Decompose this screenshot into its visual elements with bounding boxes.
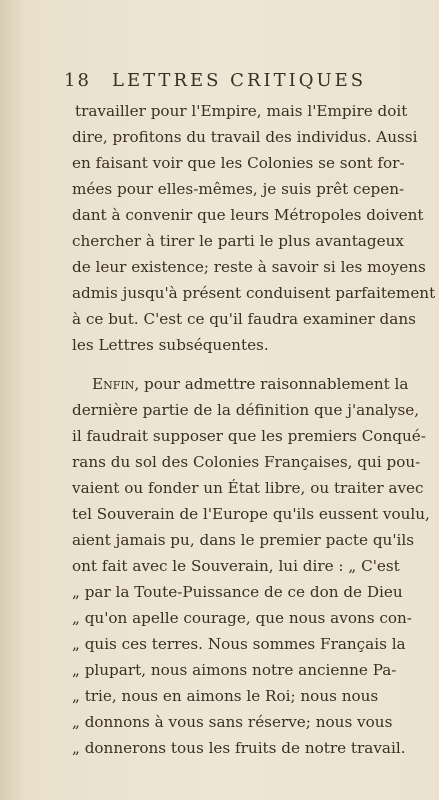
text-line <box>0 150 439 176</box>
line-text: en faisant voir que les Colonies se sont for- <box>72 154 405 172</box>
running-title: LETTRES CRITIQUES <box>112 70 367 91</box>
line-text: les Lettres subséquentes. <box>72 336 269 354</box>
text-line <box>0 202 439 228</box>
line-text: vaient ou fonder un État libre, ou traiter avec <box>72 479 424 497</box>
text-line <box>0 124 439 150</box>
text-line <box>0 735 439 761</box>
line-text: „ par la Toute-Puissance de ce don de Dieu <box>72 583 403 601</box>
line-text: „ qu'on apelle courage, que nous avons con- <box>72 609 412 627</box>
text-line <box>0 371 439 397</box>
text-line <box>0 683 439 709</box>
page-number: 18 <box>64 70 91 91</box>
line-text: ont fait avec le Souverain, lui dire : „ C'est <box>72 557 400 575</box>
line-text: dernière partie de la définition que j'analyse, <box>72 401 420 419</box>
line-text: „ donnons à vous sans réserve; nous vous <box>72 713 393 731</box>
text-line <box>0 475 439 501</box>
text-line <box>0 228 439 254</box>
line-text: tel Souverain de l'Europe qu'ils eussent voulu, <box>72 505 430 523</box>
line-text: admis jusqu'à présent conduisent parfaitement <box>72 284 436 302</box>
text-line <box>0 709 439 735</box>
line-text: de leur existence; reste à savoir si les moyens <box>72 258 426 276</box>
text-line <box>0 98 439 124</box>
text-line <box>0 553 439 579</box>
text-line <box>0 605 439 631</box>
line-text: mées pour elles-mêmes, je suis prêt cepen- <box>72 180 405 198</box>
paragraph-initial-word: Enfin <box>92 375 135 393</box>
text-line <box>0 527 439 553</box>
text-line <box>0 306 439 332</box>
line-text: chercher à tirer le parti le plus avantageux <box>72 232 404 250</box>
line-text: rans du sol des Colonies Françaises, qui pou- <box>72 453 421 471</box>
line-text: „ donnerons tous les fruits de notre travail. <box>72 739 406 757</box>
text-line <box>0 657 439 683</box>
line-text: il faudrait supposer que les premiers Conqué- <box>72 427 426 445</box>
line-text: „ plupart, nous aimons notre ancienne Pa- <box>72 661 397 679</box>
line-text: travailler pour l'Empire, mais l'Empire doit <box>75 102 408 120</box>
page-header <box>64 70 384 94</box>
line-text: dire, profitons du travail des individus. Aussi <box>72 128 418 146</box>
text-line <box>0 176 439 202</box>
line-text: dant à convenir que leurs Métropoles doivent <box>72 206 424 224</box>
text-line <box>0 579 439 605</box>
line-text: Enfin, pour admettre raisonnablement la <box>92 375 409 393</box>
text-line <box>0 449 439 475</box>
text-line <box>0 423 439 449</box>
text-line <box>0 280 439 306</box>
line-text: aient jamais pu, dans le premier pacte qu'ils <box>72 531 415 549</box>
text-line <box>0 631 439 657</box>
line-text: à ce but. C'est ce qu'il faudra examiner dans <box>72 310 416 328</box>
text-line <box>0 254 439 280</box>
text-line <box>0 397 439 423</box>
line-text: „ trie, nous en aimons le Roi; nous nous <box>72 687 379 705</box>
text-line <box>0 332 439 358</box>
line-text: „ quis ces terres. Nous sommes Français la <box>72 635 406 653</box>
text-line <box>0 501 439 527</box>
